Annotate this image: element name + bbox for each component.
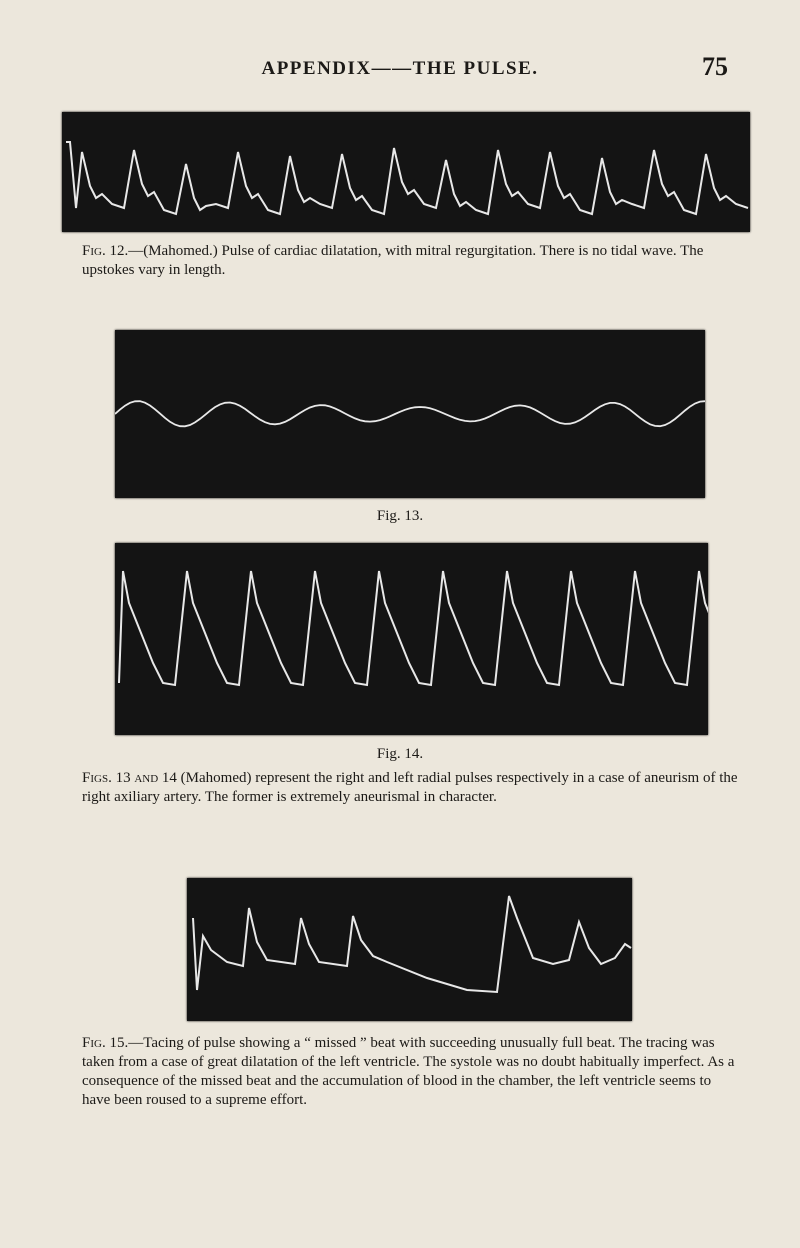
- fig15-tracing: [187, 878, 632, 1021]
- fig14-pulse-waveform: [115, 543, 708, 735]
- fig15-caption-label: Fig. 15.: [82, 1035, 129, 1051]
- page-number: 75: [702, 52, 728, 81]
- fig13-label: Fig. 13.: [376, 508, 424, 524]
- fig15-caption: [82, 1034, 742, 1110]
- figs13-14-caption: [82, 769, 742, 807]
- fig12-tracing: [62, 112, 750, 232]
- fig13-pulse-waveform: [115, 330, 705, 498]
- figs13-14-caption-text: (Mahomed) represent the right and left radial pulses respectively in a case of aneurism of the right axiliary artery. The former is extremely aneurismal in character.: [82, 770, 738, 805]
- fig15-pulse-waveform: [187, 878, 632, 1021]
- fig14-label: Fig. 14.: [376, 746, 424, 762]
- fig12-caption: [82, 242, 742, 280]
- running-head: [0, 52, 800, 88]
- running-title: APPENDIX——THE PULSE.: [261, 58, 539, 79]
- fig14-tracing: [115, 543, 708, 735]
- figs13-14-caption-label: Figs. 13 and 14: [82, 770, 177, 786]
- fig12-caption-text: —(Mahomed.) Pulse of cardiac dilatation, with mitral regurgitation. There is no tidal wave. The upstokes vary in length.: [82, 243, 704, 278]
- fig12-caption-label: Fig. 12.: [82, 243, 129, 259]
- fig13-tracing: [115, 330, 705, 498]
- fig15-caption-text: —Tacing of pulse showing a “ missed ” beat with succeeding unusually full beat. The tracing was taken from a case of great dilatation of the left ventricle. The systole was no doubt habitually imperfect. As a consequence of the missed beat and the accumulation of blood in the chamber, the left ventricle seems to have been roused to a supreme effort.: [82, 1035, 735, 1108]
- fig12-pulse-waveform: [62, 112, 750, 232]
